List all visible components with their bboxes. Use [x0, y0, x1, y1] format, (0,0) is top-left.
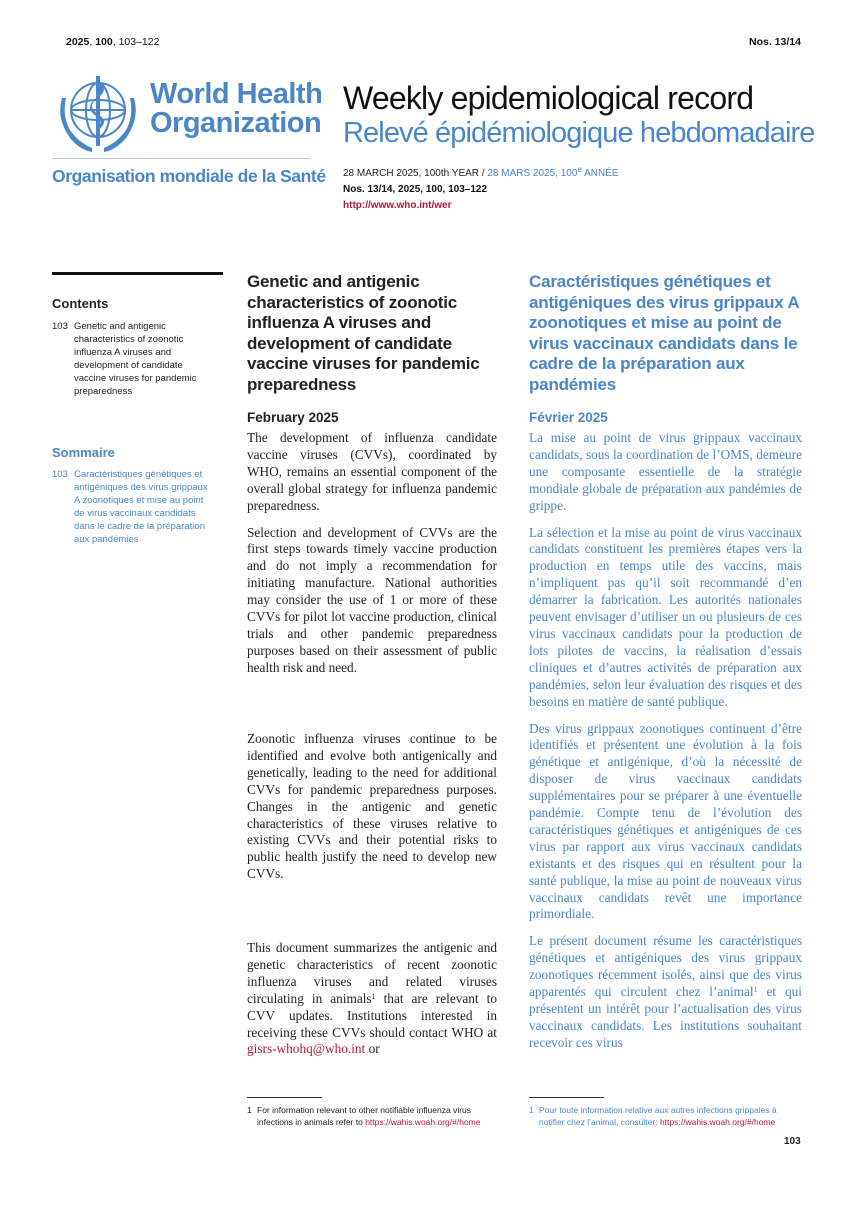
footnote-en: 1 For information relevant to other notifiable influenza virus infections in animals refer to https://wahis.woah.org/#/home	[247, 1105, 481, 1127]
article-body-fr	[529, 430, 802, 1062]
email-link[interactable]: gisrs-whohq@who.int	[247, 1041, 366, 1057]
who-name	[150, 80, 322, 138]
who-name-line2: Organization	[150, 107, 322, 139]
article-body-en-3	[247, 940, 497, 1068]
paragraph: La sélection et la mise au point de virus vaccinaux candidats constituent les premières étapes vers la production en temps utile des vaccins, mais n’impliquent pas qu’il soit recommandé d’en démarrer la fabrication. Les autorités nationales peuvent envisager d’utiliser un ou plusieurs de ces virus vaccinaux candidats pour la production de lots pilotes de vaccins, la réalisation d’essais cliniques et d’autres activités de préparation aux pandémies, selon leur évaluation des risques et des besoins en matière de santé publique.	[529, 524, 802, 709]
contents-title: Contents	[52, 296, 109, 311]
running-header-left: 2025, 100, 103–122	[66, 36, 160, 48]
paragraph: The development of influenza candidate vaccine viruses (CVVs), coordinated by WHO, remains an essential component of the overall global strategy for influenza pandemic preparedness.	[247, 430, 497, 513]
sidebar	[52, 296, 223, 546]
paragraph: Selection and development of CVVs are the first steps towards timely vaccine production and do not imply a recommendation for initiating manufacture. National authorities may consider the use of 1 or more of these CVVs for pilot lot vaccine production, clinical trials and other pandemic preparedness purposes based on their assessment of public health risk and need.	[247, 524, 497, 675]
issue-date-line	[343, 166, 619, 182]
footnote-ref[interactable]: 1	[753, 985, 758, 995]
wahis-link[interactable]: https://wahis.woah.org/#/home	[365, 1117, 481, 1127]
footnote-ref[interactable]: 1	[371, 991, 376, 1001]
wahis-link[interactable]: https://wahis.woah.org/#/home	[659, 1117, 776, 1127]
issue-date-fr: 28 MARS 2025, 100e ANNÉE	[487, 165, 619, 179]
paragraph: This document summarizes the antigenic and genetic characteristics of recent zoonotic influenza viruses and related viruses circulating in animals$^1$ that are relevant to CVV updates. Institutions interested in receiving these CVVs should contact WHO at gisrs-whohq@who.int or	[247, 940, 497, 1057]
sommaire-item-label: Caractéristiques génétiques et antigéniques des virus grippaux A zoonotiques et mise au point de virus vaccinaux candidats dans le cadre de la préparation aux pandémies	[74, 469, 208, 545]
sidebar-rule	[52, 272, 223, 275]
contents-item[interactable]	[52, 320, 223, 398]
title-french: Relevé épidémiologique hebdomadaire	[343, 117, 815, 149]
sommaire-item[interactable]	[52, 468, 223, 546]
issue-meta	[343, 166, 619, 214]
logo-divider	[52, 158, 310, 159]
paragraph: Le présent document résume les caractéristiques génétiques et antigéniques des virus grippaux zoonotiques récemment isolés, ainsi que des virus apparentés qui circulent chez l’animal$^1$ et qui présentent un intérêt pour l’actualisation des virus vaccinaux candidats. Les institutions souhaitant recevoir ces virus	[529, 933, 802, 1050]
issue-numbers: Nos. 13/14, 2025, 100, 103–122	[343, 184, 488, 195]
sommaire-title: Sommaire	[52, 445, 115, 460]
footnote-mark: 1	[247, 1105, 252, 1115]
sommaire-page: 103	[52, 469, 68, 480]
article-body-en-2	[247, 731, 497, 893]
footnote-fr: 1 Pour toute information relative aux autres infections grippales à notifier chez l’animal, consulter: https://wahis.woah.org/#/home	[529, 1105, 777, 1127]
issue-date-en: 28 MARCH 2025, 100th YEAR /	[343, 168, 488, 179]
footnote-rule-fr	[529, 1097, 604, 1098]
who-name-line1: World Health	[150, 78, 323, 110]
header-pages: 103–122	[118, 36, 160, 48]
paragraph: Zoonotic influenza viruses continue to be identified and evolve both antigenically and genetically, leading to the need for additional CVVs for pandemic preparedness purposes. Changes in the antigenic and genetic characteristics of these viruses relative to existing CVVs and their potential risks to public health justify the need to develop new CVVs.	[247, 731, 497, 882]
contents-page: 103	[52, 321, 68, 332]
footnote-rule-en	[247, 1097, 322, 1098]
wer-link[interactable]: http://www.who.int/wer	[343, 200, 452, 211]
page-number: 103	[784, 1136, 801, 1147]
article-body-en	[247, 430, 497, 687]
article-date-en: February 2025	[247, 410, 339, 425]
article-date-fr: Février 2025	[529, 410, 608, 425]
header-issue: Nos. 13/14	[749, 36, 801, 48]
title-english: Weekly epidemiological record	[343, 80, 754, 116]
who-name-fr: Organisation mondiale de la Santé	[52, 166, 326, 186]
contents-item-label: Genetic and antigenic characteristics of zoonotic influenza A viruses and development of candidate vaccine viruses for pandemic preparedness	[74, 321, 197, 397]
paragraph: La mise au point de virus grippaux vaccinaux candidats, sous la coordination de l’OMS, demeure une composante essentielle de la stratégie mondiale globale de préparation aux pandémies de grippe.	[529, 430, 802, 513]
running-header-right	[749, 36, 801, 48]
who-emblem-icon	[52, 68, 144, 160]
article-title-en: Genetic and antigenic characteristics of zoonotic influenza A viruses and development of candidate vaccine viruses for pandemic preparedness	[247, 272, 480, 394]
header-year: 2025	[66, 36, 90, 48]
article-title-fr: Caractéristiques génétiques et antigéniques des virus grippaux A zoonotiques et mise au point de virus vaccinaux candidats dans le cadre de la préparation aux pandémies	[529, 272, 799, 394]
header-volume: 100	[95, 36, 113, 48]
footnote-mark: 1	[529, 1105, 534, 1115]
paragraph: Des virus grippaux zoonotiques continuent d’être identifiés et présentent une évolution à la fois génétique et antigénique, d’où la nécessité de disposer de virus vaccinaux candidats supplémentaires pour se préparer à une éventuelle pandémie. Compte tenu de l’évolution des caractéristiques génétiques et antigéniques de ces virus par rapport aux virus vaccinaux candidats existants et des risques qui en résultent pour la santé publique, la mise au point de nouveaux virus vaccinaux candidats revêt une importance primordiale.	[529, 720, 802, 922]
